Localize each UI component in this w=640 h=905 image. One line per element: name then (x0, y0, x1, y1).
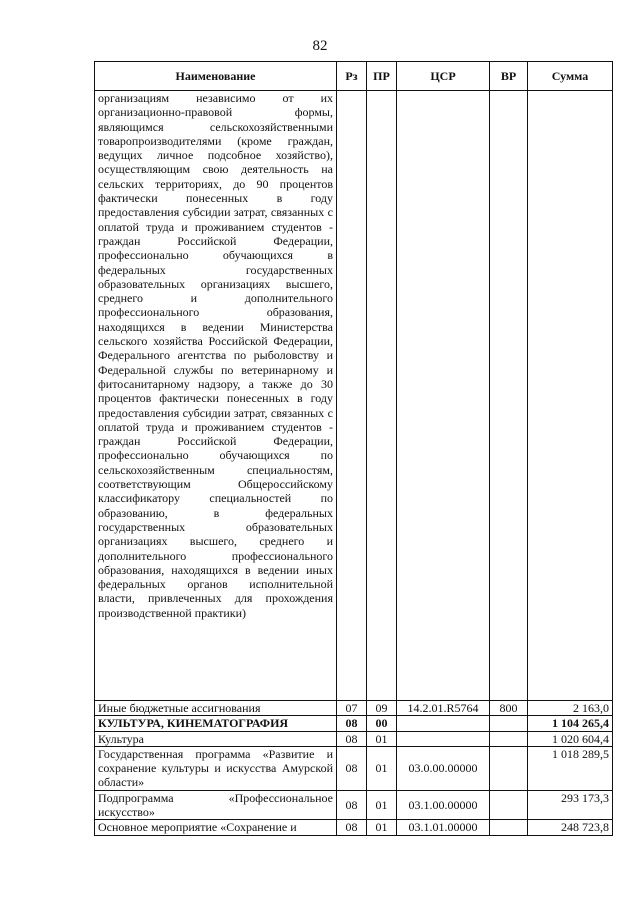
row-vr (490, 716, 528, 731)
row-pr: 00 (367, 716, 397, 731)
row-vr: 800 (490, 701, 528, 716)
row-vr (490, 91, 528, 701)
table-row (95, 716, 613, 731)
budget-table (94, 61, 613, 836)
header-sum: Сумма (528, 62, 613, 91)
row-rz: 08 (337, 746, 367, 790)
row-name: КУЛЬТУРА, КИНЕМАТОГРАФИЯ (95, 716, 337, 731)
row-rz: 08 (337, 731, 367, 746)
row-csr: 14.2.01.R5764 (397, 701, 490, 716)
row-csr: 03.1.00.00000 (397, 790, 490, 820)
row-vr (490, 790, 528, 820)
row-pr: 09 (367, 701, 397, 716)
row-name: Культура (95, 731, 337, 746)
row-name: организациям независимо от их организационно-правовой формы, являющимся сельскохозяйственными товаропроизводителями (кроме граждан, ведущих личное подсобное хозяйство), осуществляющим свою деятельность на сельских территориях, до 90 процентов фактически понесенных в году предоставления субсидии затрат, связанных с оплатой труда и проживанием студентов - граждан Российской Федерации, профессионально обучающихся в федеральных государственных образовательных организациях высшего, среднего и дополнительного профессионального образования, находящихся в ведении Министерства сельского хозяйства Российской Федерации, Федерального агентства по рыболовству и Федеральной службы по ветеринарному и фитосанитарному надзору, а также до 30 процентов фактически понесенных в году предоставления субсидии затрат, связанных с оплатой труда и проживанием студентов - граждан Российской Федерации, профессионально обучающихся по сельскохозяйственным специальностям, соответствующим Общероссийскому классификатору специальностей по образованию, в федеральных государственных образовательных организациях высшего, среднего и дополнительного профессионального образования, находящихся в ведении иных федеральных органов исполнительной власти, привлеченных для прохождения производственной практики) (95, 91, 337, 701)
header-vr: ВР (490, 62, 528, 91)
row-csr: 03.0.00.00000 (397, 746, 490, 790)
row-sum: 1 020 604,4 (528, 731, 613, 746)
row-sum: 1 018 289,5 (528, 746, 613, 790)
row-sum: 2 163,0 (528, 701, 613, 716)
row-pr: 01 (367, 790, 397, 820)
row-csr (397, 716, 490, 731)
row-pr: 01 (367, 731, 397, 746)
table-row (95, 790, 613, 820)
header-name: Наименование (95, 62, 337, 91)
row-sum: 1 104 265,4 (528, 716, 613, 731)
row-rz: 08 (337, 716, 367, 731)
row-vr (490, 820, 528, 835)
row-name: Иные бюджетные ассигнования (95, 701, 337, 716)
header-csr: ЦСР (397, 62, 490, 91)
table-row (95, 820, 613, 835)
header-pr: ПР (367, 62, 397, 91)
table-row (95, 731, 613, 746)
row-rz: 07 (337, 701, 367, 716)
row-vr (490, 731, 528, 746)
row-pr: 01 (367, 746, 397, 790)
page-number: 82 (312, 38, 328, 54)
row-name: Основное мероприятие «Сохранение и (95, 820, 337, 835)
table-row (95, 701, 613, 716)
row-pr (367, 91, 397, 701)
row-name: Государственная программа «Развитие и сохранение культуры и искусства Амурской области» (95, 746, 337, 790)
row-rz: 08 (337, 820, 367, 835)
row-name: Подпрограмма «Профессиональное искусство» (95, 790, 337, 820)
row-pr: 01 (367, 820, 397, 835)
table-row (95, 91, 613, 701)
header-rz: Рз (337, 62, 367, 91)
row-csr (397, 91, 490, 701)
row-csr (397, 731, 490, 746)
row-sum: 293 173,3 (528, 790, 613, 820)
row-sum (528, 91, 613, 701)
row-vr (490, 746, 528, 790)
row-rz (337, 91, 367, 701)
row-sum: 248 723,8 (528, 820, 613, 835)
row-rz: 08 (337, 790, 367, 820)
table-header-row (95, 62, 613, 91)
row-csr: 03.1.01.00000 (397, 820, 490, 835)
table-row (95, 746, 613, 790)
